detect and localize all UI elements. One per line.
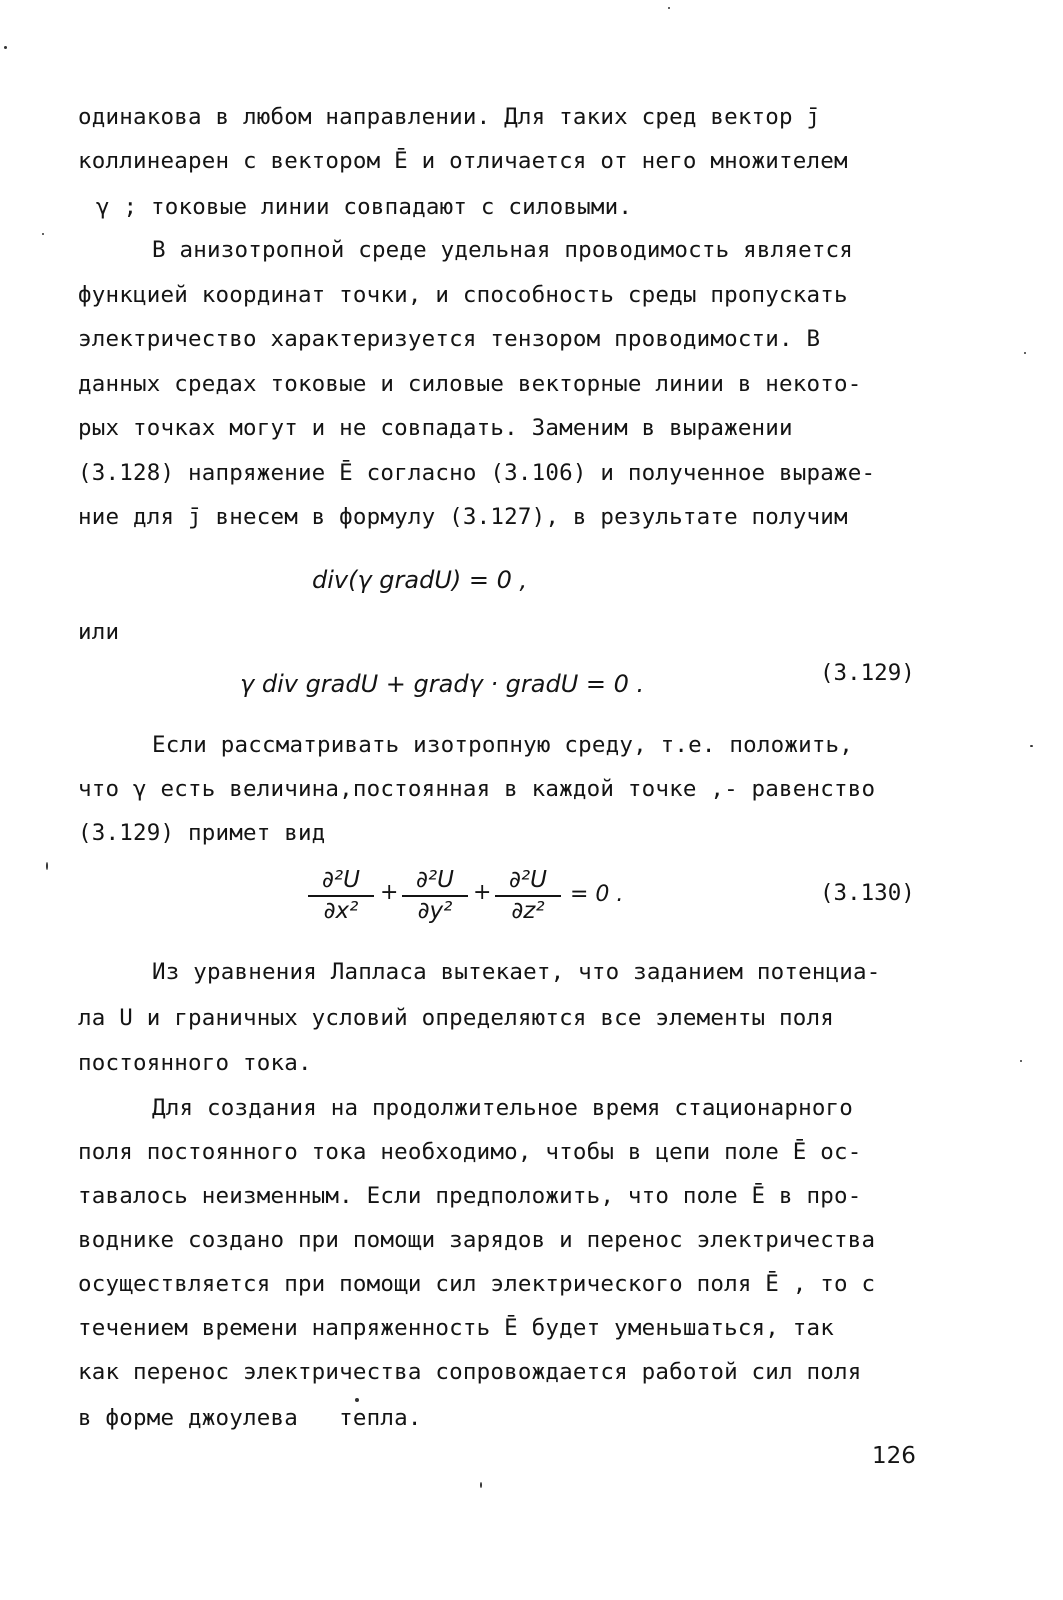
fraction-denominator: ∂x² [323,898,359,924]
text-line: поля постоянного тока необходимо, чтобы в цепи поле Ē ос- [78,1139,862,1165]
equation-number: (3.129) [820,660,915,686]
fraction-d2u-dx2 [308,866,374,925]
scan-speck [1020,1060,1022,1062]
text-line: одинакова в любом направлении. Для таких сред вектор j̄ [78,104,821,130]
text-line: осуществляется при помощи сил электрического поля Ē , то с [78,1271,876,1297]
fraction-numerator: ∂²U [308,866,374,897]
scan-speck [42,233,44,235]
text-line: постоянного тока. [78,1050,312,1076]
equation-div-grad: div(γ gradU) = 0 , [312,566,528,594]
page-number: 126 [872,1443,916,1469]
text-line: Из уравнения Лапласа вытекает, что заданием потенциа- [152,959,881,985]
text-line: что γ есть величина,постоянная в каждой точке ,- равенство [78,776,876,802]
scan-speck [4,46,7,49]
text-line: Для создания на продолжительное время стационарного [152,1095,854,1121]
text-line: ние для j̄ внесем в формулу (3.127), в результате получим [78,504,848,530]
scan-speck [46,862,48,870]
fraction-d2u-dy2 [402,866,468,925]
or-word: или [78,619,120,645]
fraction-denominator: ∂y² [417,898,453,924]
fraction-numerator: ∂²U [402,866,468,897]
text-line: функцией координат точки, и способность среды пропускать [78,282,848,308]
equation-number: (3.130) [820,880,915,906]
plus-sign: + [473,880,492,905]
text-line: (3.129) примет вид [78,820,326,846]
text-line: В анизотропной среде удельная проводимость является [152,237,854,263]
scan-speck [668,7,670,9]
scan-speck [1024,352,1026,354]
fraction-denominator: ∂z² [511,898,545,924]
scan-speck [1030,745,1033,747]
text-line: ла U и граничных условий определяются все элементы поля [78,1005,835,1031]
text-line: (3.128) напряжение Ē согласно (3.106) и полученное выраже- [78,460,876,486]
text-line: электричество характеризуется тензором проводимости. В [78,326,821,352]
fraction-numerator: ∂²U [495,866,561,897]
text-line: γ ; токовые линии совпадают с силовыми. [96,194,633,220]
equals-zero: = 0 . [570,882,624,907]
text-line: рых точках могут и не совпадать. Заменим в выражении [78,415,793,441]
text-line: воднике создано при помощи зарядов и перенос электричества [78,1227,876,1253]
text-line: данных средах токовые и силовые векторные линии в некото- [78,371,862,397]
text-line: в форме джоулева тепла. [78,1405,422,1431]
scan-speck [355,1398,359,1402]
fraction-d2u-dz2 [495,866,561,925]
scan-speck [480,1482,482,1488]
text-line: тавалось неизменным. Если предположить, что поле Ē в про- [78,1183,862,1209]
text-line: Если рассматривать изотропную среду, т.е. положить, [152,732,854,758]
text-line: течением времени напряженность Ē будет уменьшаться, так [78,1315,835,1341]
plus-sign: + [380,880,399,905]
equation-3-129: γ div gradU + gradγ · gradU = 0 . [240,670,645,698]
text-line: коллинеарен с вектором Ē и отличается от него множителем [78,148,848,174]
text-line: как перенос электричества сопровождается работой сил поля [78,1359,862,1385]
